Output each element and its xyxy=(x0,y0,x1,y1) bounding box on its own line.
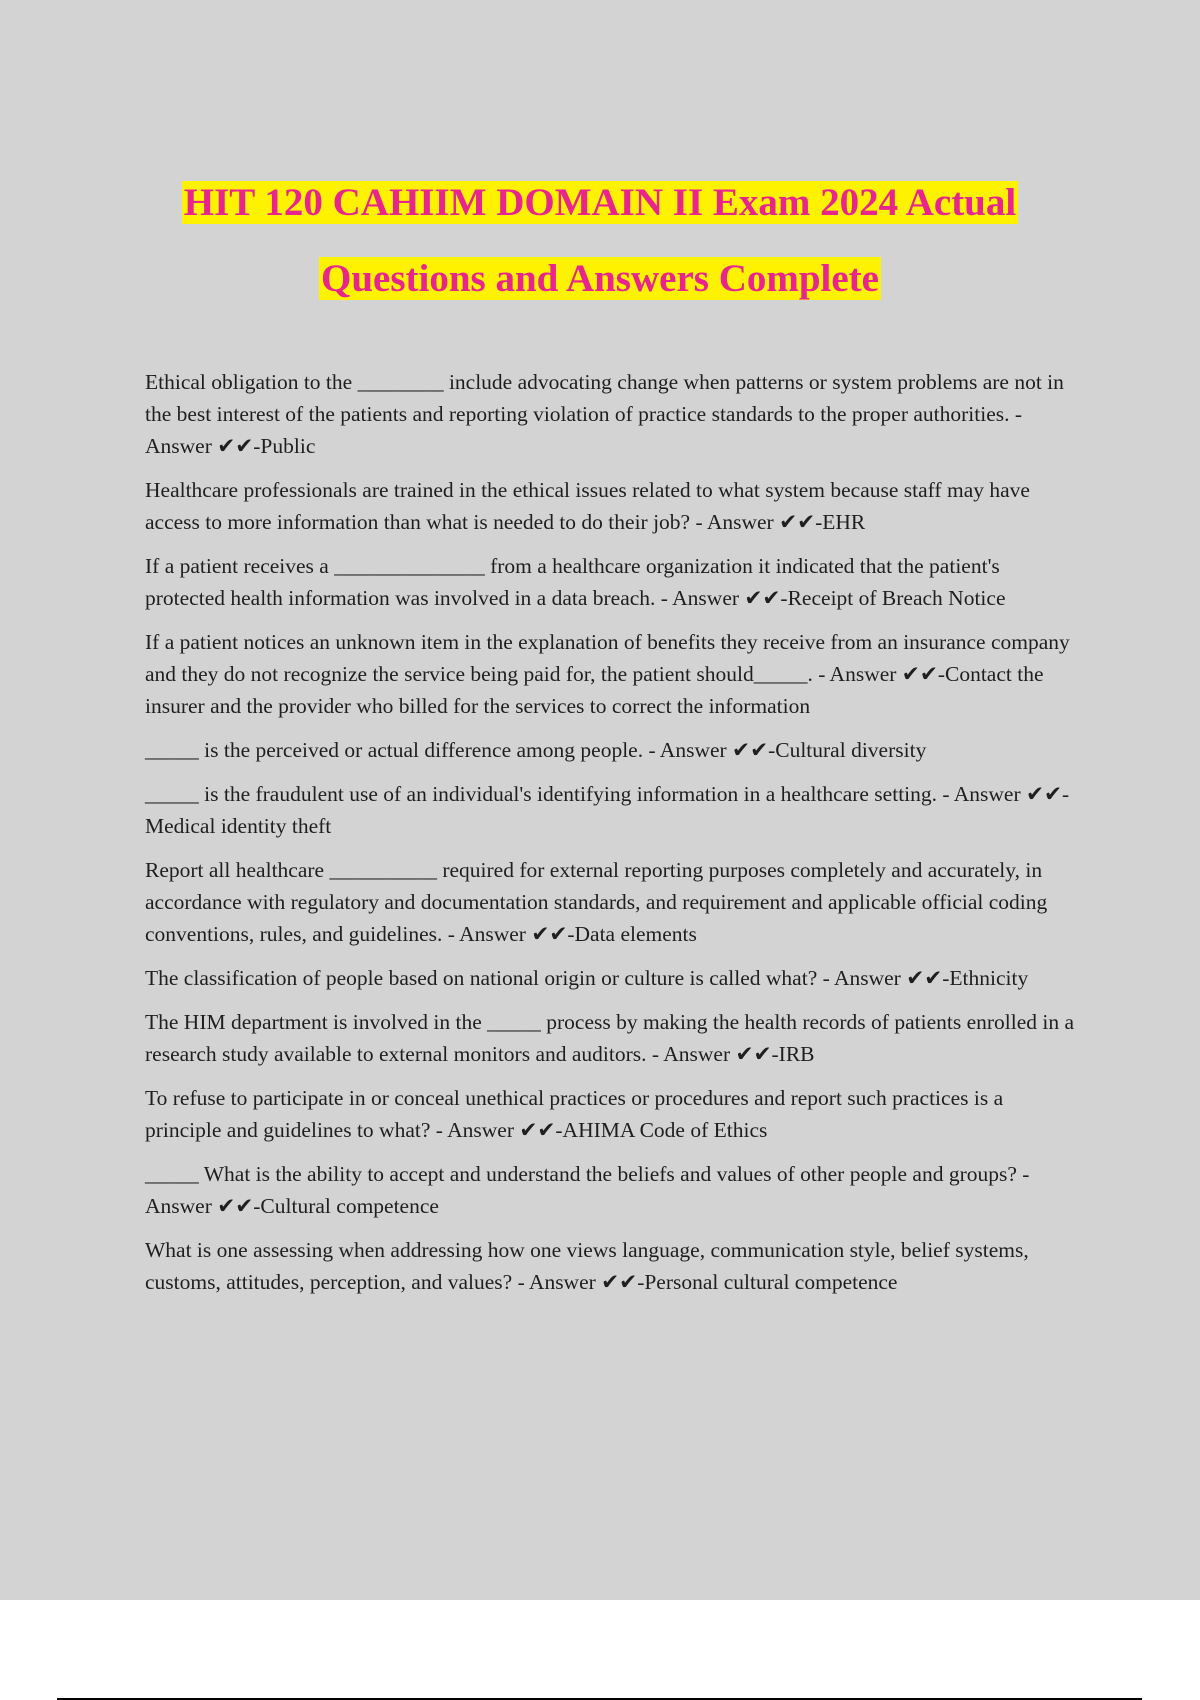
qa-item-4: If a patient notices an unknown item in the explanation of benefits they receive from an insurance company and they do not recognize the service being paid for, the patient should_____. - Answer ✔✔-Contact the insurer and the provider who billed for the services to correct the information xyxy=(145,630,1070,718)
qa-item-7: Report all healthcare __________ required for external reporting purposes completely and accurately, in accordance with regulatory and documentation standards, and requirement and applicable official coding conventions, rules, and guidelines. - Answer ✔✔-Data elements xyxy=(145,858,1048,946)
qa-item-8: The classification of people based on national origin or culture is called what? - Answer ✔✔-Ethnicity xyxy=(145,966,1029,990)
question-list xyxy=(145,366,1080,1310)
qa-item-11: _____ What is the ability to accept and understand the beliefs and values of other people and groups? - Answer ✔✔-Cultural competence xyxy=(145,1162,1030,1218)
qa-item-5: _____ is the perceived or actual difference among people. - Answer ✔✔-Cultural diversity xyxy=(145,738,927,762)
qa-item-6: _____ is the fraudulent use of an individual's identifying information in a healthcare setting. - Answer ✔✔-Medical identity theft xyxy=(145,782,1070,838)
qa-item-10: To refuse to participate in or conceal unethical practices or procedures and report such practices is a principle and guidelines to what? - Answer ✔✔-AHIMA Code of Ethics xyxy=(145,1086,1004,1142)
qa-item-1: Ethical obligation to the ________ include advocating change when patterns or system problems are not in the best interest of the patients and reporting violation of practice standards to the proper authorities. - Answer ✔✔-Public xyxy=(145,370,1064,458)
qa-item-3: If a patient receives a ______________ from a healthcare organization it indicated that the patient's protected health information was involved in a data breach. - Answer ✔✔-Receipt of Breach Notice xyxy=(145,554,1006,610)
document-title xyxy=(0,165,1200,317)
qa-item-2: Healthcare professionals are trained in the ethical issues related to what system because staff may have access to more information than what is needed to do their job? - Answer ✔✔-EHR xyxy=(145,478,1030,534)
title-line-1: HIT 120 CAHIIM DOMAIN II Exam 2024 Actual xyxy=(183,181,1017,224)
qa-item-12: What is one assessing when addressing how one views language, communication style, belief systems, customs, attitudes, perception, and values? - Answer ✔✔-Personal cultural competence xyxy=(145,1238,1029,1294)
title-line-2: Questions and Answers Complete xyxy=(321,257,879,300)
qa-item-9: The HIM department is involved in the _____ process by making the health records of patients enrolled in a research study available to external monitors and auditors. - Answer ✔✔-IRB xyxy=(145,1010,1075,1066)
